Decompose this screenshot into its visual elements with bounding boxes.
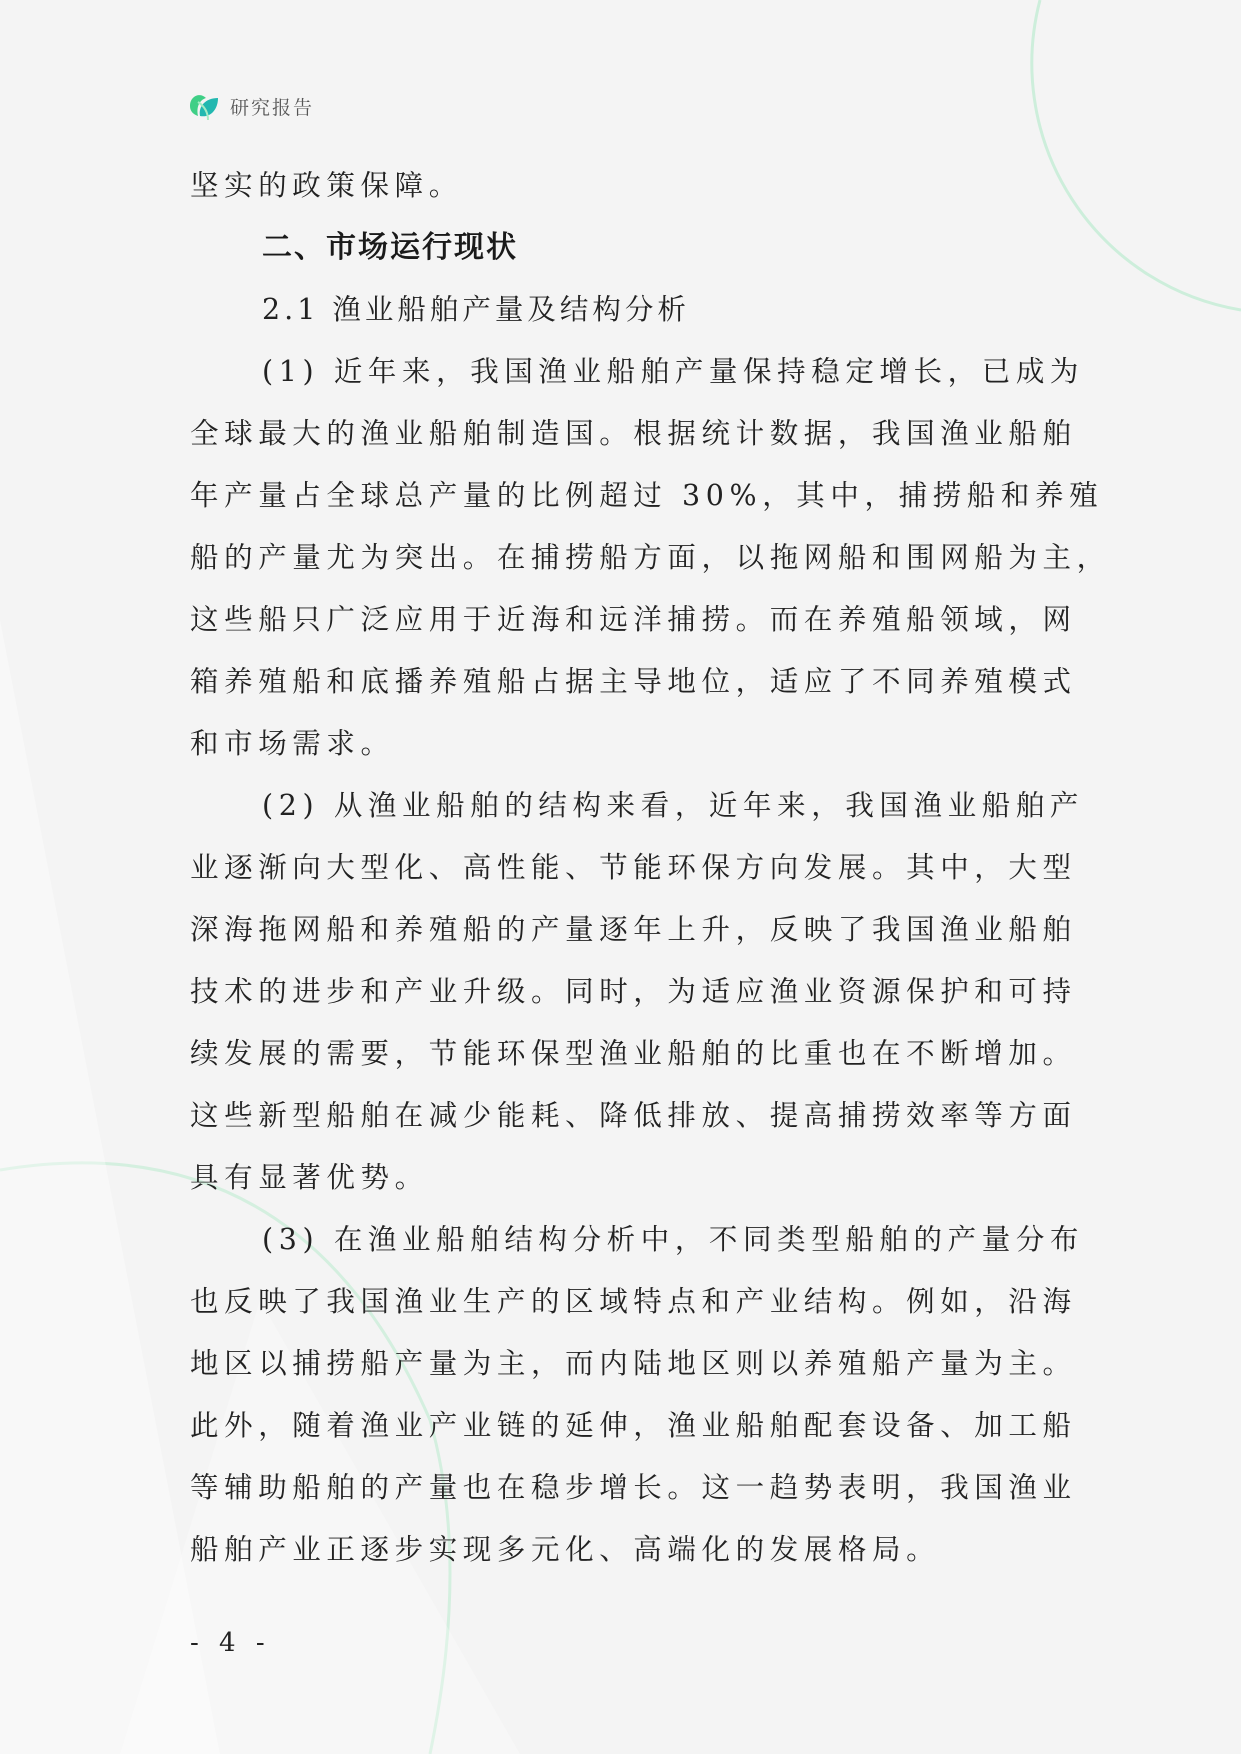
paragraph-line: 技术的进步和产业升级。同时，为适应渔业资源保护和可持 — [190, 975, 1077, 1008]
report-header — [186, 88, 314, 124]
paragraph-line: (1) 近年来，我国渔业船舶产量保持稳定增长，已成为 — [262, 355, 1085, 388]
paragraph-line: 这些船只广泛应用于近海和远洋捕捞。而在养殖船领域，网 — [190, 603, 1077, 636]
paragraph-line: 地区以捕捞船产量为主，而内陆地区则以养殖船产量为主。 — [190, 1347, 1077, 1380]
paragraph-1 — [190, 341, 1111, 775]
paragraph-line: 全球最大的渔业船舶制造国。根据统计数据，我国渔业船舶 — [190, 417, 1077, 450]
paragraph-3 — [190, 1209, 1085, 1581]
paragraph-line: 此外，随着渔业产业链的延伸，渔业船舶配套设备、加工船 — [190, 1409, 1077, 1442]
page-number: - 4 - — [190, 1628, 271, 1658]
document-body — [190, 155, 1111, 1581]
subsection-heading: 2.1 渔业船舶产量及结构分析 — [262, 293, 690, 326]
paragraph-line: 年产量占全球总产量的比例超过 30%，其中，捕捞船和养殖 — [190, 479, 1104, 512]
paragraph-line: 业逐渐向大型化、高性能、节能环保方向发展。其中，大型 — [190, 851, 1077, 884]
paragraph-line: 船舶产业正逐步实现多元化、高端化的发展格局。 — [190, 1533, 941, 1566]
paragraph-line: 也反映了我国渔业生产的区域特点和产业结构。例如，沿海 — [190, 1285, 1077, 1318]
paragraph-line: 箱养殖船和底播养殖船占据主导地位，适应了不同养殖模式 — [190, 665, 1077, 698]
paragraph-line: 具有显著优势。 — [190, 1161, 429, 1194]
section-heading: 二、市场运行现状 — [262, 230, 518, 265]
paragraph-2 — [190, 775, 1085, 1209]
brand-label: 研究报告 — [230, 96, 315, 119]
paragraph-line: (2) 从渔业船舶的结构来看，近年来，我国渔业船舶产 — [262, 789, 1085, 822]
paragraph-line: (3) 在渔业船舶结构分析中，不同类型船舶的产量分布 — [262, 1223, 1085, 1256]
leaf-logo-icon — [186, 88, 222, 124]
paragraph-line: 船的产量尤为突出。在捕捞船方面，以拖网船和围网船为主， — [190, 541, 1111, 574]
paragraph-line: 坚实的政策保障。 — [190, 169, 463, 202]
paragraph-line: 深海拖网船和养殖船的产量逐年上升，反映了我国渔业船舶 — [190, 913, 1077, 946]
paragraph-line: 和市场需求。 — [190, 727, 395, 760]
paragraph-line: 续发展的需要，节能环保型渔业船舶的比重也在不断增加。 — [190, 1037, 1077, 1070]
paragraph-line: 等辅助船舶的产量也在稳步增长。这一趋势表明，我国渔业 — [190, 1471, 1077, 1504]
paragraph-line: 这些新型船舶在减少能耗、降低排放、提高捕捞效率等方面 — [190, 1099, 1077, 1132]
